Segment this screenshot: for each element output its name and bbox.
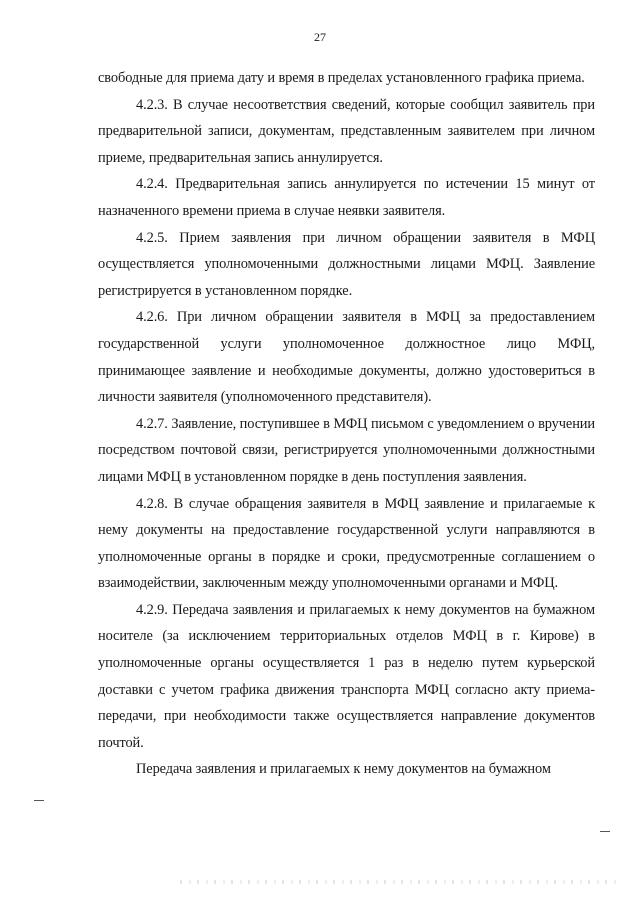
paragraph-4-2-9: 4.2.9. Передача заявления и прилагаемых к нему документов на бумажном носителе (за исключением территориальных отделов МФЦ в г. Кирове) в уполномоченные органы осуществляется 1 раз в неделю путем курьерской доставки с учетом графика движения транспорта МФЦ согласно акту приема-передачи, при необходимости также осуществляется направление документов почтой. [98, 601, 595, 751]
paragraph-4-2-3: 4.2.3. В случае несоответствия сведений, которые сообщил заявитель при предварительной записи, документам, представленным заявителем при личном приеме, предварительная запись аннулируется. [98, 96, 595, 166]
paragraph-4-2-8: 4.2.8. В случае обращения заявителя в МФЦ заявление и прилагаемые к нему документы на предоставление государственной услуги направляются в уполномоченные органы в порядке и сроки, предусмотренные соглашением о взаимодействии, заключенным между уполномоченными органами и МФЦ. [98, 495, 595, 592]
paragraph-continuation: свободные для приема дату и время в пределах установленного графика приема. [98, 70, 585, 86]
left-margin-mark [34, 800, 44, 801]
paragraph-transfer-start: Передача заявления и прилагаемых к нему документов на бумажном [136, 761, 551, 778]
paragraph-4-2-5: 4.2.5. Прием заявления при личном обращении заявителя в МФЦ осуществляется уполномоченными должностными лицами МФЦ. Заявление регистрируется в установленном порядке. [98, 229, 595, 299]
right-margin-mark [600, 831, 610, 832]
paragraph-4-2-7: 4.2.7. Заявление, поступившее в МФЦ письмом с уведомлением о вручении посредством почтовой связи, регистрируется уполномоченными должностными лицами МФЦ в установленном порядке в день поступления заявления. [98, 415, 595, 485]
page-number: 27 [314, 30, 326, 44]
scan-artifact [180, 880, 620, 884]
document-body [98, 65, 595, 783]
paragraph-4-2-6: 4.2.6. При личном обращении заявителя в МФЦ за предоставлением государственной услуги уполномоченное должностное лицо МФЦ, принимающее заявление и необходимые документы, должно удостовериться в личности заявителя (уполномоченного представителя). [98, 309, 595, 406]
paragraph-4-2-4: 4.2.4. Предварительная запись аннулируется по истечении 15 минут от назначенного времени приема в случае неявки заявителя. [98, 176, 595, 219]
